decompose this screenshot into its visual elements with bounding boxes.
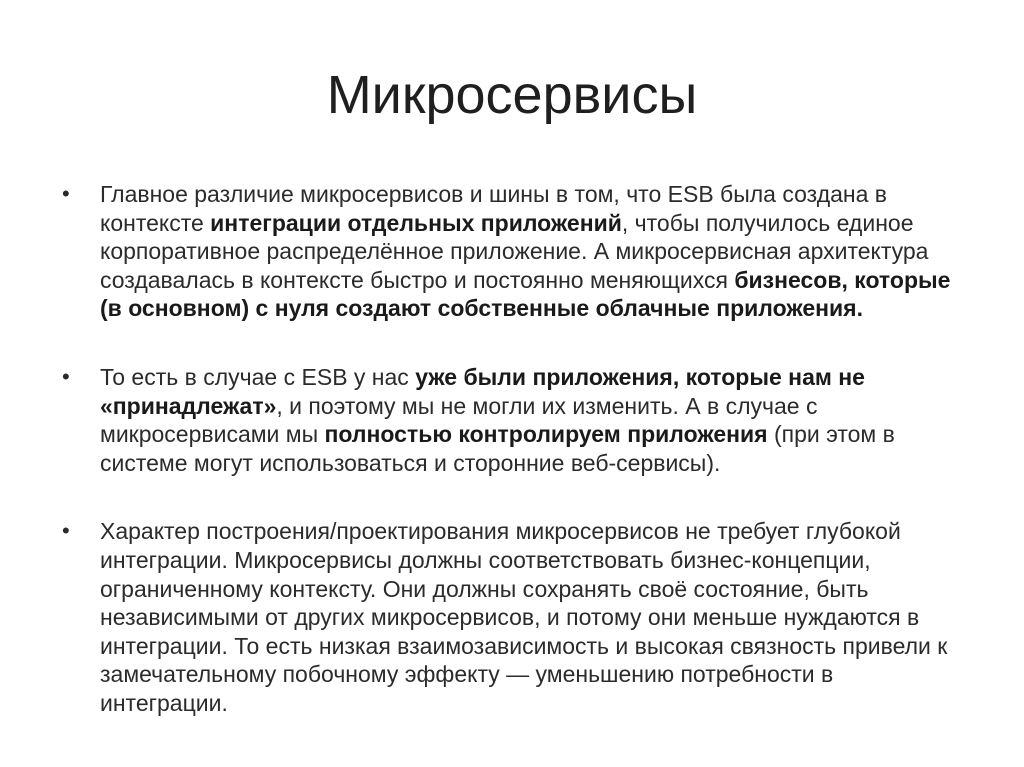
bullet-text-bold: полностью контролируем приложения: [324, 421, 768, 448]
bullet-text-segment: (при этом в системе могут использоваться и сторонние веб-сервисы).: [100, 421, 895, 476]
bullet-item: [62, 363, 962, 477]
bullet-list: [62, 180, 962, 718]
bullet-marker: •: [62, 518, 70, 544]
bullet-marker: •: [62, 181, 70, 206]
bullet-item: [62, 517, 962, 717]
bullet-text-segment: Главное различие микросервисов и шины в том, что ESB была создана в контексте: [100, 181, 888, 236]
bullet-text-segment: , чтобы получилось единое корпоративное распределённое приложение. А микросервисная архитектура создавалась в контексте быстро и постоянно меняющихся: [100, 209, 929, 293]
bullet-text-segment: , и поэтому мы не могли их изменить. А в случае с микросервисами мы: [100, 392, 818, 448]
bullet-item: [62, 180, 962, 323]
bullet-text: [100, 181, 950, 321]
bullet-text: [100, 364, 895, 476]
bullet-text-segment: Характер построения/проектирования микросервисов не требует глубокой интеграции. Микросервисы должны соответствовать бизнес-концепции, ограниченному контексту. Они должны сохранять своё состояние, быть независимыми от других микросервисов, и потому они меньше нуждаются в интеграции. То есть низкая взаимозависимость и высокая связность привели к замечательному побочному эффекту — уменьшению потребности в интеграции.: [100, 518, 948, 716]
slide-title: Микросервисы: [326, 65, 698, 125]
bullet-marker: •: [62, 363, 70, 389]
bullet-text-bold: уже были приложения, которые нам не «принадлежат»: [100, 363, 865, 419]
bullet-text-segment: То есть в случае с ESB у нас: [100, 363, 416, 390]
bullet-text-bold: бизнесов, которые (в основном) с нуля создают собственные облачные приложения.: [100, 266, 951, 322]
bullet-text-bold: интеграции отдельных приложений: [210, 209, 622, 236]
bullet-text: [100, 518, 947, 716]
